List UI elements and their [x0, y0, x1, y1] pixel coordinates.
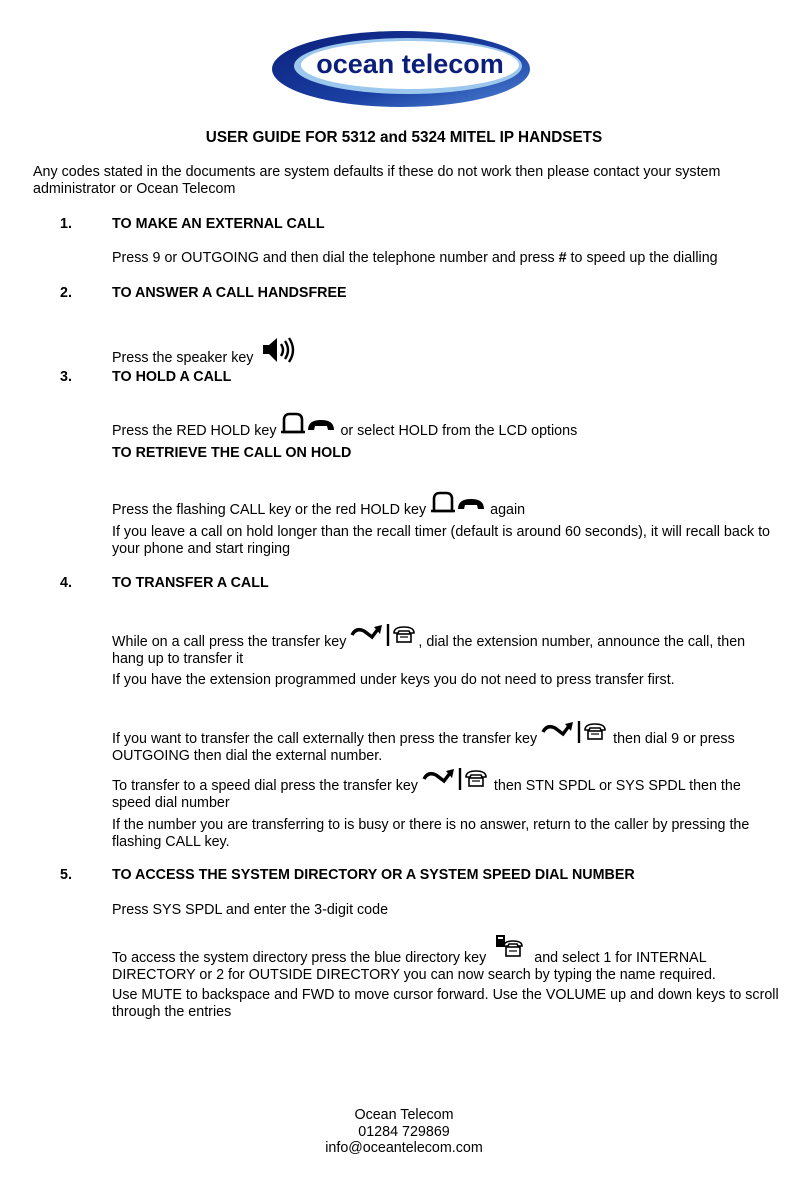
directory-key-icon: [494, 934, 524, 965]
hold-key-icon: [280, 412, 336, 441]
transfer-key-icon: [541, 720, 609, 749]
section-1-heading: TO MAKE AN EXTERNAL CALL: [112, 216, 325, 232]
section-2-heading: TO ANSWER A CALL HANDSFREE: [112, 285, 347, 301]
footer-company: Ocean Telecom: [354, 1107, 454, 1123]
speaker-key-icon: [261, 336, 299, 369]
transfer-key-icon: [422, 767, 490, 796]
section-5-number: 5.: [60, 867, 72, 883]
section-3-paragraph-2: Press the flashing CALL key or the red HOLD key again: [112, 490, 780, 519]
intro-text: Any codes stated in the documents are system defaults if these do not work then please contact your system administrator or Ocean Telecom: [33, 164, 721, 197]
section-5-paragraph-3: Use MUTE to backspace and FWD to move cursor forward. Use the VOLUME up and down keys to scroll through the entries: [112, 987, 779, 1020]
section-4-heading: TO TRANSFER A CALL: [112, 575, 269, 591]
transfer-key-icon: [350, 623, 418, 652]
footer-email: info@oceantelecom.com: [325, 1140, 483, 1156]
section-3-subheading: TO RETRIEVE THE CALL ON HOLD: [112, 445, 352, 461]
section-1-paragraph: Press 9 or OUTGOING and then dial the telephone number and press # to speed up the dialling: [112, 250, 718, 266]
section-4-paragraph-3: If you want to transfer the call externally then press the transfer key then dial 9 or press OUTGOING then dial the external number.: [112, 719, 780, 765]
section-2-paragraph: Press the speaker key: [112, 334, 780, 367]
section-2-number: 2.: [60, 285, 72, 301]
section-4-paragraph-4: To transfer to a speed dial press the transfer key then STN SPDL or SYS SPDL then the speed dial number: [112, 766, 780, 812]
ocean-telecom-logo: [270, 28, 532, 110]
document-title: USER GUIDE FOR 5312 and 5324 MITEL IP HANDSETS: [205, 129, 603, 146]
section-4-paragraph-2: If you have the extension programmed under keys you do not need to press transfer first.: [112, 672, 675, 688]
logo-text: ocean telecom: [316, 49, 504, 79]
section-4-number: 4.: [60, 575, 72, 591]
hold-key-icon: [430, 491, 486, 520]
section-3-paragraph-3: If you leave a call on hold longer than the recall timer (default is around 60 seconds), it will recall back to your phone and start ringing: [112, 524, 771, 557]
footer-phone: 01284 729869: [358, 1123, 450, 1140]
section-3-heading: TO HOLD A CALL: [112, 369, 232, 385]
section-5-paragraph-1: Press SYS SPDL and enter the 3-digit code: [112, 902, 389, 918]
footer: [0, 1107, 808, 1157]
section-4-paragraph-1: While on a call press the transfer key , dial the extension number, announce the call, then hang up to transfer it: [112, 622, 780, 668]
logo-oval-icon: [270, 28, 532, 110]
section-5-heading: TO ACCESS THE SYSTEM DIRECTORY OR A SYSTEM SPEED DIAL NUMBER: [112, 867, 635, 883]
section-4-paragraph-5: If the number you are transferring to is busy or there is no answer, return to the caller by pressing the flashing CALL key.: [112, 817, 750, 850]
section-1-number: 1.: [60, 216, 72, 232]
section-3-paragraph-1: Press the RED HOLD key or select HOLD from the LCD options: [112, 411, 780, 440]
section-3-number: 3.: [60, 369, 72, 385]
section-5-paragraph-2: To access the system directory press the blue directory key and select 1 for INTERNAL DIRECTORY or 2 for OUTSIDE DIRECTORY you can now search by typing the name required.: [112, 936, 780, 984]
